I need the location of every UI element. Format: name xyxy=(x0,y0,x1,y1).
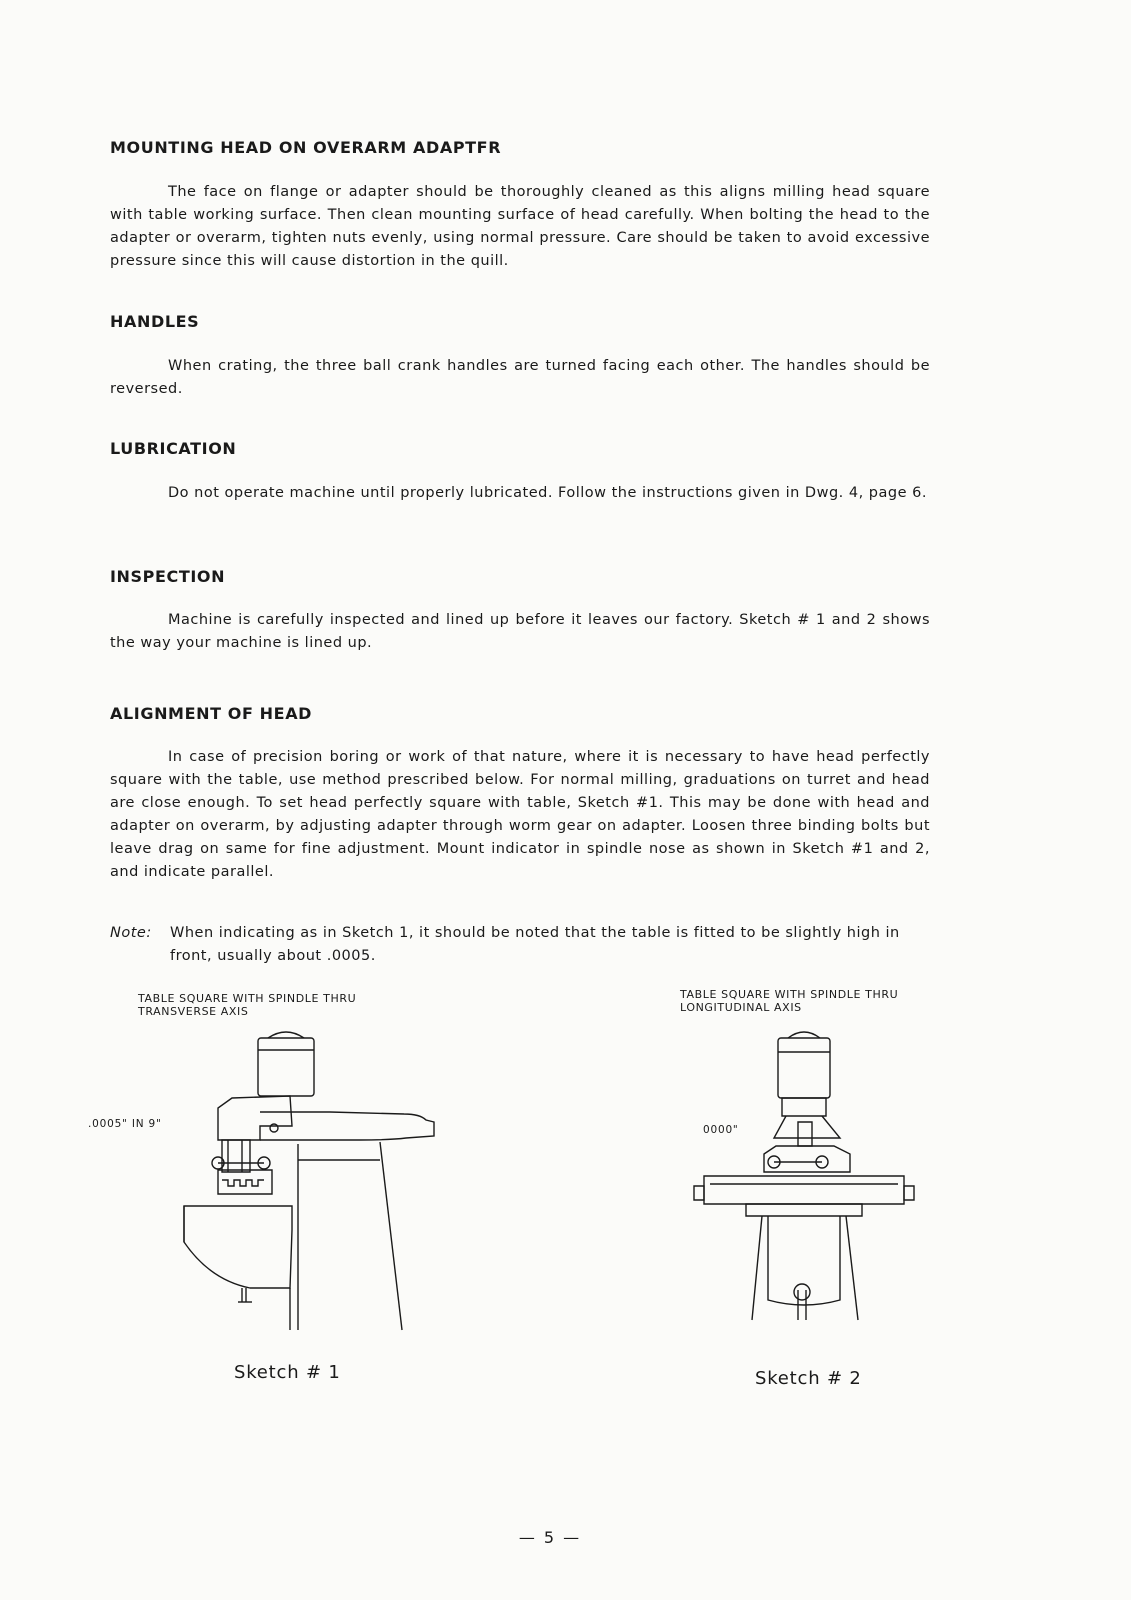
sketch-1-caption: TABLE SQUARE WITH SPINDLE THRU TRANSVERSE AXIS xyxy=(138,992,357,1018)
paragraph-inspection: Machine is carefully inspected and lined up before it leaves our factory. Sketch # 1 and 2 shows the way your machine is lined up. xyxy=(110,612,930,651)
heading-mounting-head: MOUNTING HEAD ON OVERARM ADAPTFR xyxy=(110,138,502,157)
paragraph-mounting-head: The face on flange or adapter should be thoroughly cleaned as this aligns milling head square with table working surface. Then clean mounting surface of head carefully. When bolting the head to the adapter or overarm, tighten nuts evenly, using normal pressure. Care should be taken to avoid excessive pressure since this will cause distortion in the quill. xyxy=(110,184,930,269)
note-label: Note: xyxy=(110,925,152,941)
heading-inspection: INSPECTION xyxy=(110,567,226,586)
paragraph-alignment: In case of precision boring or work of that nature, where it is necessary to have head perfectly square with the table, use method prescribed below. For normal milling, graduations on turret and head are close enough. To set head perfectly square with table, Sketch #1. This may be done with head and adapter on overarm, by adjusting adapter through worm gear on adapter. Loosen three binding bolts but leave drag on same for fine adjustment. Mount indicator in spindle nose as shown in Sketch #1 and 2, and indicate parallel. xyxy=(110,749,930,880)
sketch-1-indicator-label: .0005" IN 9" xyxy=(88,1118,162,1130)
heading-handles: HANDLES xyxy=(110,312,200,331)
sketch-2-drawing xyxy=(690,1030,930,1330)
paragraph-lubrication: Do not operate machine until properly lubricated. Follow the instructions given in Dwg. 4, page 6. xyxy=(168,485,927,501)
heading-alignment: ALIGNMENT OF HEAD xyxy=(110,704,313,723)
paragraph-handles: When crating, the three ball crank handles are turned facing each other. The handles should be reversed. xyxy=(110,358,930,397)
sketch-1-label: Sketch # 1 xyxy=(234,1362,341,1383)
sketch-2-label: Sketch # 2 xyxy=(755,1368,862,1389)
sketch-2-indicator-label: 0000" xyxy=(703,1124,739,1136)
sketch-1-drawing xyxy=(170,1030,450,1350)
note-text: When indicating as in Sketch 1, it should be noted that the table is fitted to be slightly high in front, usually about .0005. xyxy=(170,925,900,964)
sketch-2-caption: TABLE SQUARE WITH SPINDLE THRU LONGITUDINAL AXIS xyxy=(680,988,899,1014)
heading-lubrication: LUBRICATION xyxy=(110,439,237,458)
page-number: — 5 — xyxy=(518,1528,582,1547)
